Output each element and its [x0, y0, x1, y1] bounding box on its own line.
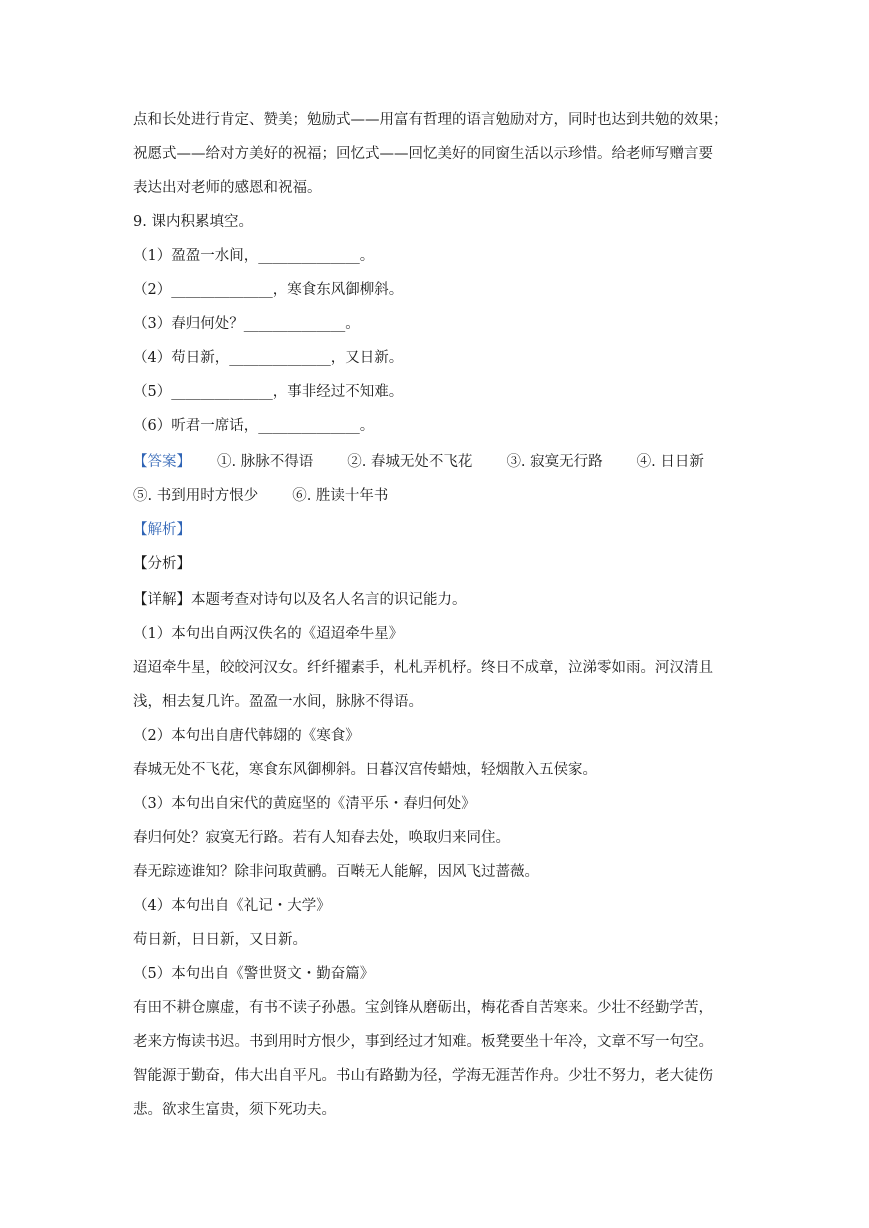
analysis-label: 【解析】: [133, 522, 191, 538]
question-title: 9. 课内积累填空。: [133, 214, 253, 230]
source-5-line-4: 悲。欲求生富贵，须下死功夫。: [133, 1102, 336, 1118]
intro-line-2: 祝愿式——给对方美好的祝福；回忆式——回忆美好的同窗生活以示珍惜。给老师写赠言要: [133, 146, 713, 162]
source-1-head: （1）本句出自两汉佚名的《迢迢牵牛星》: [133, 626, 404, 642]
question-item-4: （4）苟日新，______________，又日新。: [133, 350, 404, 366]
source-5-line-3: 智能源于勤奋，伟大出自平凡。书山有路勤为径，学海无涯苦作舟。少壮不努力，老大徒伤: [133, 1068, 713, 1084]
source-5-line-2: 老来方悔读书迟。书到用时方恨少，事到经过才知难。板凳要坐十年冷，文章不写一句空。: [133, 1034, 713, 1050]
answer-item-3: ③. 寂寞无行路: [506, 454, 603, 470]
detail-line: 【详解】本题考查对诗句以及名人名言的识记能力。: [133, 592, 467, 608]
answer-item-6: ⑥. 胜读十年书: [292, 488, 389, 504]
answer-line-1: [133, 452, 704, 472]
answer-item-4: ④. 日日新: [636, 454, 704, 470]
source-3-line-1: 春归何处？寂寞无行路。若有人知春去处，唤取归来同住。: [133, 830, 510, 846]
answer-item-5: ⑤. 书到用时方恨少: [133, 488, 259, 504]
source-1-line-1: 迢迢牵牛星，皎皎河汉女。纤纤擢素手，札札弄机杼。终日不成章，泣涕零如雨。河汉清且: [133, 660, 713, 676]
source-3-head: （3）本句出自宋代的黄庭坚的《清平乐・春归何处》: [133, 796, 476, 812]
answer-item-2: ②. 春城无处不飞花: [347, 454, 473, 470]
question-item-6: （6）听君一席话，______________。: [133, 418, 375, 434]
intro-line-1: 点和长处进行肯定、赞美；勉励式——用富有哲理的语言勉励对方，同时也达到共勉的效果；: [133, 112, 728, 128]
source-2-head: （2）本句出自唐代韩翃的《寒食》: [133, 728, 360, 744]
source-5-head: （5）本句出自《警世贤文・勤奋篇》: [133, 966, 375, 982]
answer-line-2: [133, 486, 388, 506]
source-4-head: （4）本句出自《礼记・大学》: [133, 898, 331, 914]
answer-label: 【答案】: [133, 454, 191, 470]
source-4-line-1: 苟日新，日日新，又日新。: [133, 932, 307, 948]
source-1-line-2: 浅，相去复几许。盈盈一水间，脉脉不得语。: [133, 694, 423, 710]
fenxi-label: 【分析】: [133, 556, 191, 572]
source-5-line-1: 有田不耕仓廪虚，有书不读子孙愚。宝剑锋从磨砺出，梅花香自苦寒来。少壮不经勤学苦，: [133, 1000, 713, 1016]
question-item-1: （1）盈盈一水间，______________。: [133, 248, 375, 264]
source-2-line-1: 春城无处不飞花，寒食东风御柳斜。日暮汉宫传蜡烛，轻烟散入五侯家。: [133, 762, 597, 778]
question-item-3: （3）春归何处？______________。: [133, 316, 360, 332]
question-item-2: （2）______________，寒食东风御柳斜。: [133, 282, 404, 298]
question-item-5: （5）______________，事非经过不知难。: [133, 384, 404, 400]
source-3-line-2: 春无踪迹谁知？除非问取黄鹂。百啭无人能解，因风飞过蔷薇。: [133, 864, 539, 880]
answer-item-1: ①. 脉脉不得语: [217, 454, 314, 470]
intro-line-3: 表达出对老师的感恩和祝福。: [133, 180, 322, 196]
